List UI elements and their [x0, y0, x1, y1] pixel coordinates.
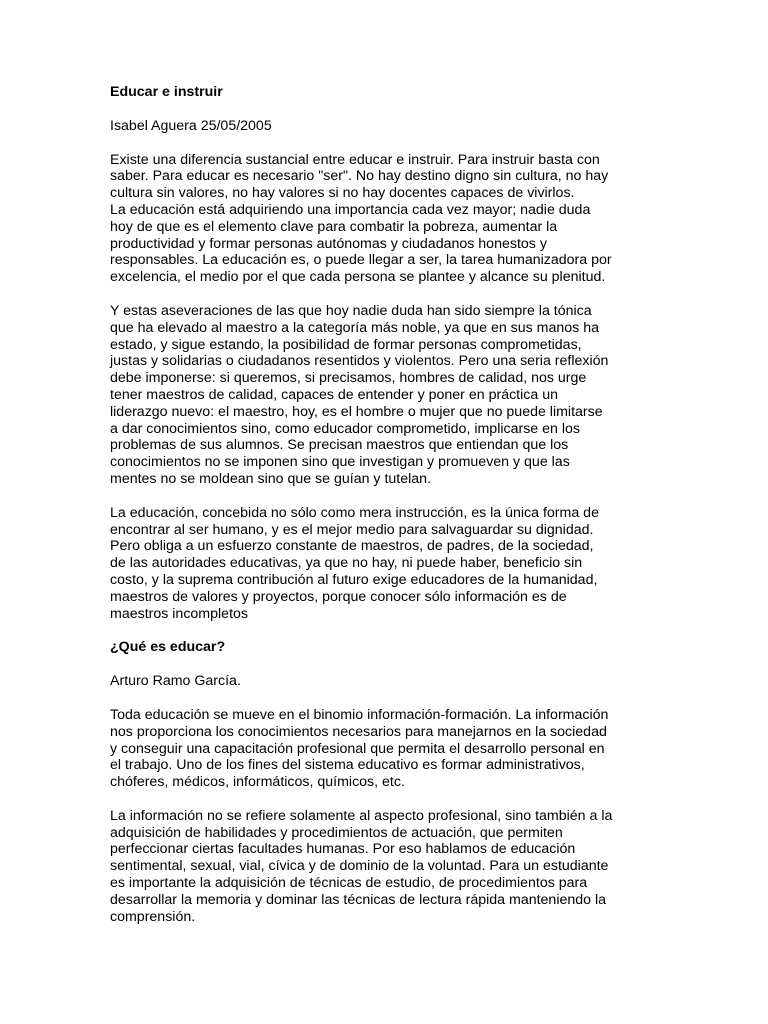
paragraph — [110, 707, 670, 791]
document-title: Educar e instruir — [110, 84, 223, 100]
text-line: chóferes, médicos, informáticos, químicos, etc. — [110, 774, 405, 791]
text-line: saber. Para educar es necesario "ser". No hay destino digno sin cultura, no hay — [110, 168, 609, 185]
section-title: ¿Qué es educar? — [110, 639, 226, 656]
paragraph — [110, 152, 670, 202]
text-line: conocimientos no se imponen sino que investigan y promueven y que las — [110, 454, 570, 471]
text-line: maestros de valores y proyectos, porque conocer sólo información es de — [110, 588, 567, 605]
text-line: costo, y la suprema contribución al futuro exige educadores de la humanidad, — [110, 571, 598, 588]
text-line: desarrollar la memoria y dominar las técnicas de lectura rápida manteniendo la — [110, 891, 607, 908]
paragraph — [110, 202, 670, 286]
text-line: encontrar al ser humano, y es el mejor medio para salvaguardar su dignidad. — [110, 521, 594, 538]
text-line: La educación está adquiriendo una importancia cada vez mayor; nadie duda — [110, 201, 591, 218]
text-line: Existe una diferencia sustancial entre educar e instruir. Para instruir basta con — [110, 151, 600, 168]
paragraph — [110, 808, 670, 926]
text-line: adquisición de habilidades y procedimientos de actuación, que permiten — [110, 824, 563, 841]
text-line: comprensión. — [110, 908, 196, 925]
text-line: Toda educación se mueve en el binomio información-formación. La información — [110, 706, 609, 723]
text-line: de las autoridades educativas, ya que no hay, ni puede haber, beneficio sin — [110, 555, 583, 572]
section-author: Arturo Ramo García. — [110, 673, 241, 690]
text-line: hoy de que es el elemento clave para combatir la pobreza, aumentar la — [110, 218, 558, 235]
text-line: estado, y sigue estando, la posibilidad de formar personas comprometidas, — [110, 336, 582, 353]
text-line: el trabajo. Uno de los fines del sistema educativo es formar administrativos, — [110, 757, 585, 774]
document-body — [110, 84, 670, 942]
text-line: Y estas aseveraciones de las que hoy nadie duda han sido siempre la tónica — [110, 302, 592, 319]
text-line: productividad y formar personas autónomas y ciudadanos honestos y — [110, 235, 547, 252]
text-line: que ha elevado al maestro a la categoría más noble, ya que en sus manos ha — [110, 319, 599, 336]
text-line: liderazgo nuevo: el maestro, hoy, es el hombre o mujer que no puede limitarse — [110, 403, 603, 420]
text-line: y conseguir una capacitación profesional que permita el desarrollo personal en — [110, 740, 605, 757]
text-line: La educación, concebida no sólo como mera instrucción, es la única forma de — [110, 504, 599, 521]
text-line: responsables. La educación es, o puede llegar a ser, la tarea humanizadora por — [110, 252, 612, 269]
text-line: justas y solidarias o ciudadanos resentidos y violentos. Pero una seria reflexión — [110, 353, 609, 370]
text-line: nos proporciona los conocimientos necesarios para manejarnos en la sociedad — [110, 723, 607, 740]
paragraph — [110, 505, 670, 623]
paragraph — [110, 303, 670, 488]
text-line: Pero obliga a un esfuerzo constante de maestros, de padres, de la sociedad, — [110, 538, 594, 555]
text-line: problemas de sus alumnos. Se precisan maestros que entiendan que los — [110, 437, 569, 454]
text-line: debe imponerse: si queremos, si precisamos, hombres de calidad, nos urge — [110, 370, 587, 387]
text-line: La información no se refiere solamente al aspecto profesional, sino también a la — [110, 807, 613, 824]
author-date: Isabel Aguera 25/05/2005 — [110, 117, 272, 134]
text-line: maestros incompletos — [110, 605, 248, 622]
text-line: perfeccionar ciertas facultades humanas. Por eso hablamos de educación — [110, 841, 576, 858]
text-line: excelencia, el medio por el que cada persona se plantee y alcance su plenitud. — [110, 269, 606, 286]
text-line: tener maestros de calidad, capaces de entender y poner en práctica un — [110, 386, 558, 403]
text-line: mentes no se moldean sino que se guían y tutelan. — [110, 470, 432, 487]
text-line: a dar conocimientos sino, como educador comprometido, implicarse en los — [110, 420, 580, 437]
text-line: cultura sin valores, no hay valores si no hay docentes capaces de vivirlos. — [110, 185, 575, 202]
text-line: sentimental, sexual, vial, cívica y de dominio de la voluntad. Para un estudiante — [110, 858, 609, 875]
text-line: es importante la adquisición de técnicas de estudio, de procedimientos para — [110, 875, 588, 892]
